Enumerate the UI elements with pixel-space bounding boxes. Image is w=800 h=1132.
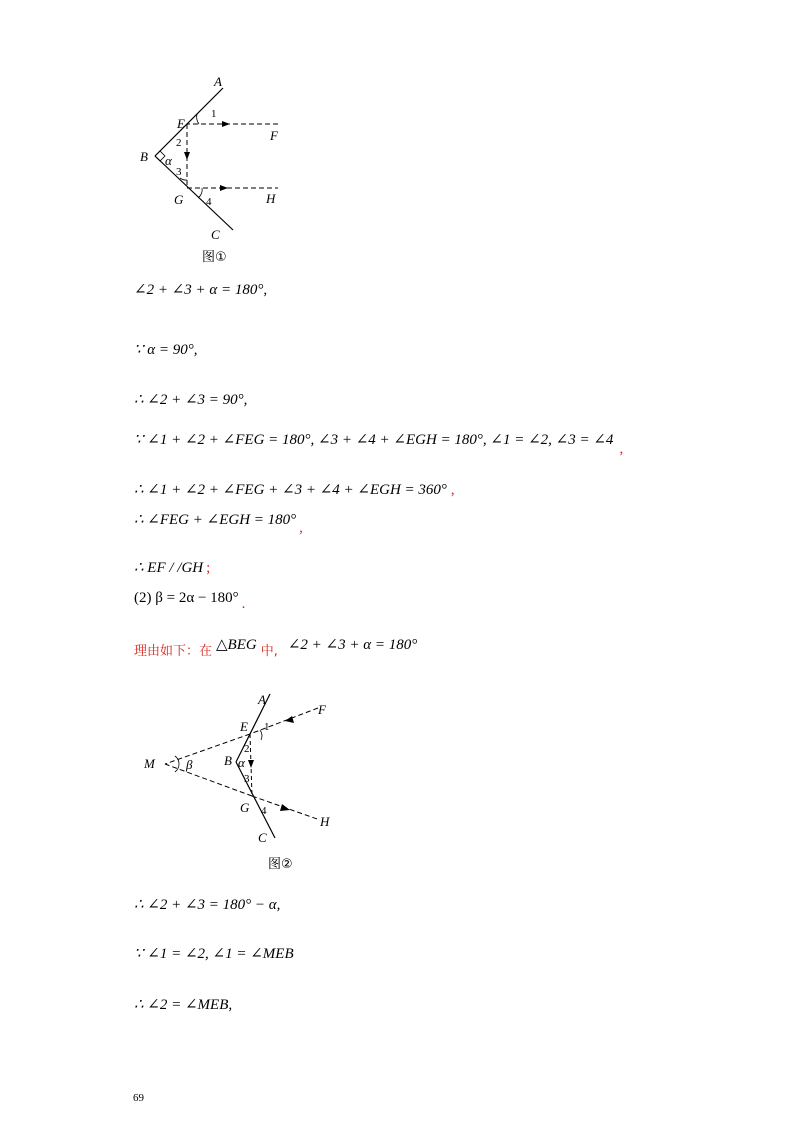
label-f: F: [270, 128, 278, 143]
label-alpha-2: α: [238, 755, 245, 770]
label-g: G: [174, 192, 184, 207]
figure-2: [140, 690, 340, 875]
line-l1: ∠2 + ∠3 + α = 180°,: [134, 282, 268, 298]
label-beta: β: [186, 757, 193, 772]
label-e-2: E: [240, 719, 248, 734]
figure-1: [130, 70, 300, 270]
label-h: H: [266, 191, 276, 206]
label-1-2: 1: [264, 721, 270, 733]
label-g-2: G: [240, 800, 250, 815]
reason-line: 理由如下：在 △BEG 中, ∠2 + ∠3 + α = 180°: [134, 637, 418, 659]
label-b-2: B: [224, 753, 232, 768]
ray-ba: [155, 88, 223, 156]
figure-2-caption: 图②: [268, 857, 293, 872]
line-l7: ∴ EF / /GH ;: [134, 560, 211, 576]
label-f-2: F: [318, 702, 326, 717]
label-a-2: A: [258, 692, 266, 707]
label-b: B: [140, 149, 148, 164]
line-m3: ∴ ∠2 = ∠MEB,: [134, 997, 233, 1013]
label-3-2: 3: [244, 773, 250, 785]
line-m2: ∵ ∠1 = ∠2, ∠1 = ∠MEB: [134, 946, 294, 962]
line-l8: (2) β = 2α − 180° .: [134, 590, 246, 612]
line-l4: ∵ ∠1 + ∠2 + ∠FEG = 180°, ∠3 + ∠4 + ∠EGH = 180°, ∠1 = ∠2, ∠3 = ∠4,: [134, 432, 624, 457]
line-l3: ∴ ∠2 + ∠3 = 90°,: [134, 392, 248, 408]
label-c: C: [211, 227, 220, 242]
figure-1-caption: 图①: [202, 250, 227, 265]
label-e: E: [177, 116, 185, 131]
page-number: 69: [133, 1092, 144, 1104]
label-m: M: [144, 756, 155, 771]
label-4-2: 4: [261, 805, 267, 817]
label-a: A: [214, 74, 222, 89]
label-h-2: H: [320, 814, 330, 829]
label-alpha: α: [165, 153, 172, 168]
line-l6: ∴ ∠FEG + ∠EGH = 180° ,: [134, 512, 303, 536]
line-l2: ∵ α = 90°,: [134, 342, 198, 358]
label-c-2: C: [258, 830, 267, 845]
label-2-2: 2: [244, 743, 250, 755]
label-4: 4: [206, 196, 212, 208]
label-3: 3: [176, 166, 182, 178]
line-l5: ∴ ∠1 + ∠2 + ∠FEG + ∠3 + ∠4 + ∠EGH = 360° ,: [134, 482, 455, 498]
label-2: 2: [176, 137, 182, 149]
label-1: 1: [211, 108, 217, 120]
line-m1: ∴ ∠2 + ∠3 = 180° − α,: [134, 897, 281, 913]
